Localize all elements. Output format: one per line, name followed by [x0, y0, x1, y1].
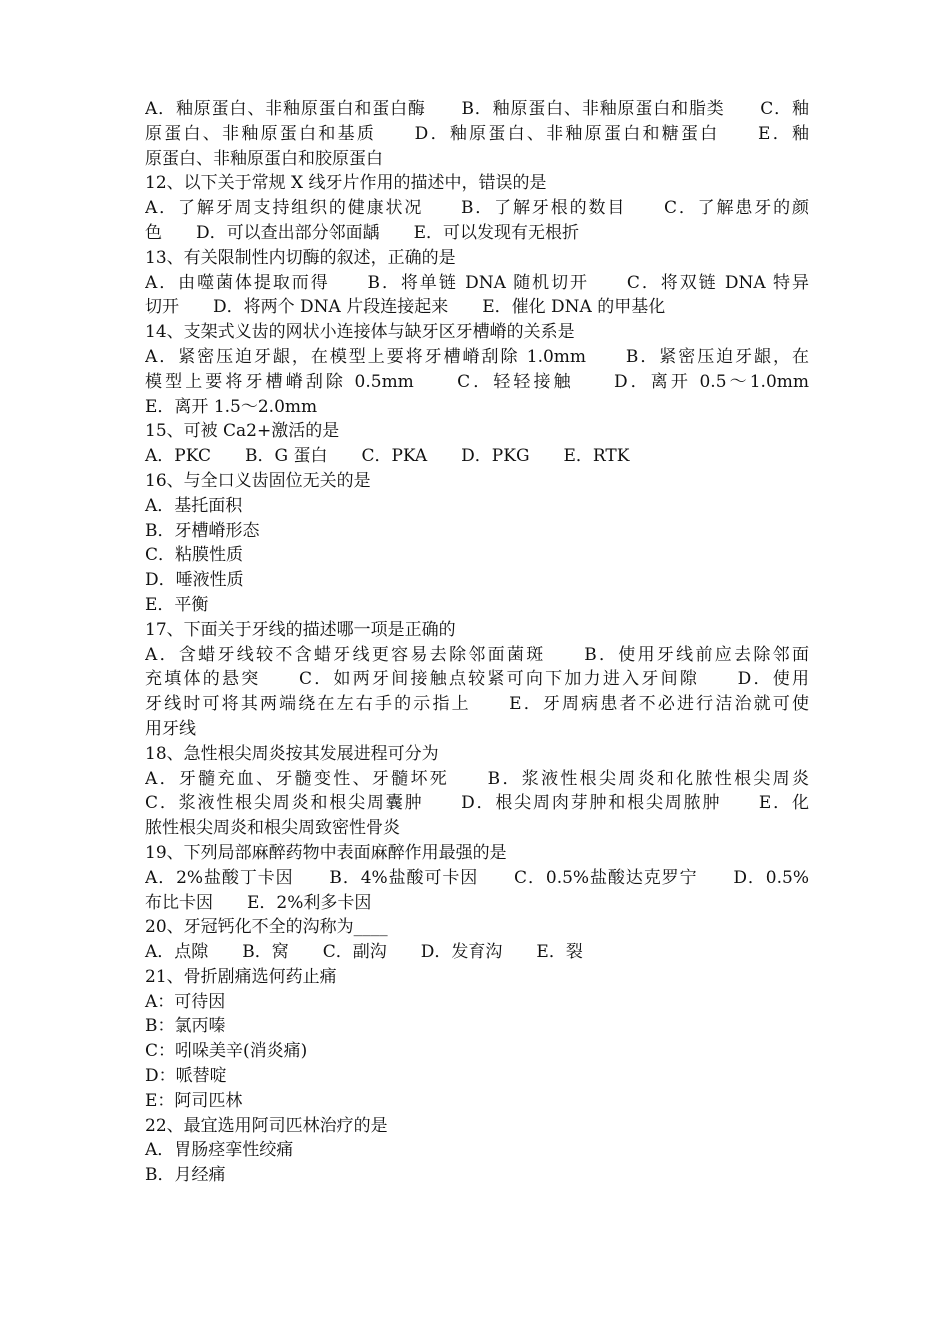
- text-line-8: A．由噬菌体提取而得 B．将单链 DNA 随机切开 C．将双链 DNA 特异: [145, 272, 809, 293]
- text-line-32: A．2%盐酸丁卡因 B．4%盐酸可卡因 C．0.5%盐酸达克罗宁 D．0.5%: [145, 867, 809, 888]
- option-line: C．粘膜性质: [145, 545, 244, 566]
- text-line-33: 布比卡因 E．2%利多卡因: [145, 892, 372, 913]
- text-line-11: A．紧密压迫牙龈，在模型上要将牙槽嵴刮除 1.0mm B．紧密压迫牙龈，在: [145, 346, 809, 367]
- text-line-13: E．离开 1.5～2.0mm: [145, 396, 318, 417]
- text-line-2: 原蛋白、非釉原蛋白和基质 D．釉原蛋白、非釉原蛋白和糖蛋白 E．釉: [145, 123, 809, 144]
- text-line-29: C．浆液性根尖周炎和根尖周囊肿 D．根尖周肉芽肿和根尖周脓肿 E．化: [145, 793, 809, 814]
- text-line-35: A．点隙 B．窝 C．副沟 D．发育沟 E．裂: [145, 942, 583, 963]
- text-line-24: 充填体的悬突 C．如两牙间接触点较紧可向下加力进入牙间隙 D．使用: [145, 669, 809, 690]
- question-19: 19、下列局部麻醉药物中表面麻醉作用最强的是: [145, 842, 507, 863]
- question-18: 18、急性根尖周炎按其发展进程可分为: [145, 743, 439, 764]
- option-line: C：吲哚美辛(消炎痛): [145, 1041, 308, 1062]
- text-line-15: A．PKC B．G 蛋白 C．PKA D．PKG E．RTK: [145, 446, 630, 467]
- text-line-3: 原蛋白、非釉原蛋白和胶原蛋白: [145, 148, 383, 169]
- option-line: A．胃肠痉挛性绞痛: [145, 1140, 294, 1161]
- option-line: B．月经痛: [145, 1165, 226, 1186]
- option-line: A．基托面积: [145, 495, 243, 516]
- text-line-28: A．牙髓充血、牙髓变性、牙髓坏死 B．浆液性根尖周炎和化脓性根尖周炎: [145, 768, 809, 789]
- text-line-6: 色 D．可以查出部分邻面龋 E．可以发现有无根折: [145, 222, 580, 243]
- text-line-5: A．了解牙周支持组织的健康状况 B．了解牙根的数目 C．了解患牙的颜: [145, 198, 809, 219]
- question-13: 13、有关限制性内切酶的叙述，正确的是: [145, 247, 456, 268]
- question-22: 22、最宜选用阿司匹林治疗的是: [145, 1115, 388, 1136]
- option-line: D：哌替啶: [145, 1066, 227, 1087]
- question-21: 21、骨折剧痛选何药止痛: [145, 966, 337, 987]
- text-line-1: A．釉原蛋白、非釉原蛋白和蛋白酶 B．釉原蛋白、非釉原蛋白和脂类 C．釉: [145, 99, 809, 119]
- document-page: [145, 97, 809, 1188]
- option-line: B：氯丙嗪: [145, 1016, 226, 1037]
- question-14: 14、支架式义齿的网状小连接体与缺牙区牙槽嵴的关系是: [145, 322, 575, 343]
- option-line: D．唾液性质: [145, 570, 244, 591]
- question-12: 12、以下关于常规 X 线牙片作用的描述中，错误的是: [145, 173, 547, 194]
- question-17: 17、下面关于牙线的描述哪一项是正确的: [145, 619, 456, 640]
- question-15: 15、可被 Ca2+激活的是: [145, 421, 340, 442]
- option-line: E：阿司匹林: [145, 1090, 243, 1111]
- text-line-9: 切开 D．将两个 DNA 片段连接起来 E．催化 DNA 的甲基化: [145, 297, 666, 318]
- option-line: B．牙槽嵴形态: [145, 520, 260, 541]
- option-line: A：可待因: [145, 991, 226, 1012]
- option-line: E．平衡: [145, 594, 209, 615]
- question-16: 16、与全口义齿固位无关的是: [145, 470, 371, 491]
- text-line-12: 模型上要将牙槽嵴刮除 0.5mm C．轻轻接触 D．离开 0.5～1.0mm: [145, 371, 809, 392]
- question-20: 20、牙冠钙化不全的沟称为____: [145, 917, 388, 938]
- text-line-26: 用牙线: [145, 718, 196, 739]
- text-line-25: 牙线时可将其两端绕在左右手的示指上 E．牙周病患者不必进行洁治就可使: [145, 694, 809, 715]
- text-line-23: A．含蜡牙线较不含蜡牙线更容易去除邻面菌斑 B．使用牙线前应去除邻面: [145, 644, 809, 665]
- text-line-30: 脓性根尖周炎和根尖周致密性骨炎: [145, 818, 400, 839]
